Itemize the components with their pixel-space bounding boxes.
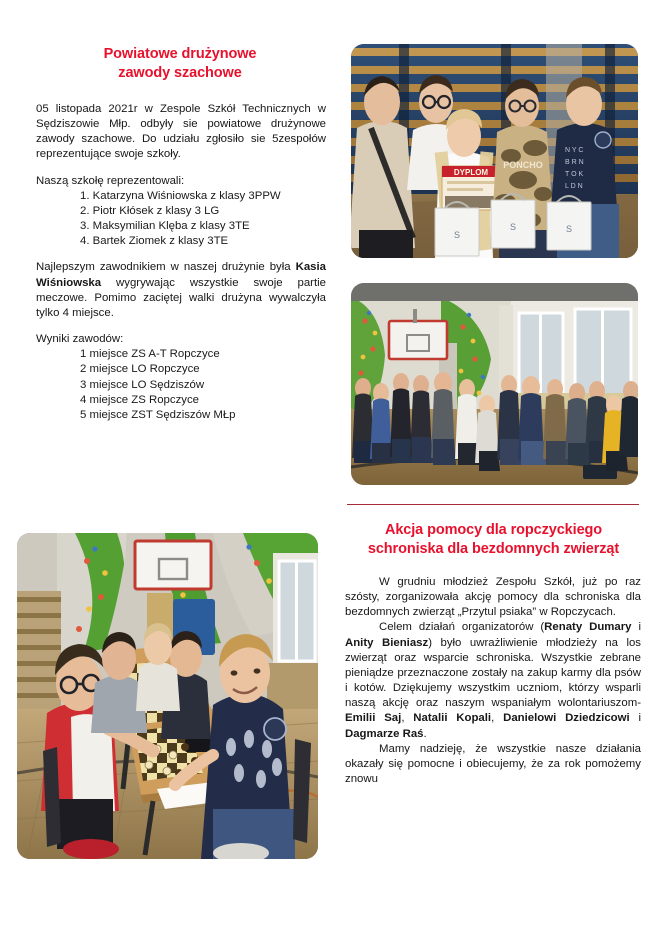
- chess-roster-list: [36, 189, 326, 250]
- chess-results-heading: Wyniki zawodów:: [36, 333, 124, 346]
- shelter-paragraph-1: W grudniu młodzież Zespołu Szkół, już po raz szósty, zorganizowała akcję pomocy dla schroniska dla bezdomnych zwierząt „Przytul psiaka” w Ropczycach.: [345, 576, 641, 619]
- list-item: 2. Piotr Kłósek z klasy 3 LG: [80, 204, 220, 217]
- shelter-p2-seg-g: ,: [401, 712, 414, 725]
- svg-text:L D N: L D N: [565, 183, 583, 190]
- list-item: 3. Maksymilian Klęba z klasy 3TE: [80, 220, 250, 233]
- shelter-p2-seg-a: Celem działań organizatorów (: [379, 621, 545, 634]
- section-divider: [347, 504, 639, 505]
- svg-text:S: S: [453, 230, 461, 240]
- shelter-p2-seg-m: .: [423, 727, 427, 740]
- volunteer-name-4: Dagmarze Raś: [345, 727, 424, 740]
- list-item: 2 miejsce LO Ropczyce: [80, 363, 200, 376]
- chess-results-list: [36, 347, 326, 423]
- svg-text:S: S: [565, 224, 573, 234]
- spacer: [36, 321, 326, 332]
- best-player-name: Kasia Wiśniowska: [36, 261, 326, 289]
- best-player-text-before: Najlepszym zawodnikiem w naszej drużynie była: [36, 261, 296, 274]
- article-chess-title-line-1: Powiatowe drużynowe: [103, 46, 257, 62]
- chess-best-player-paragraph: [36, 260, 326, 321]
- shelter-paragraph-2: [345, 620, 641, 741]
- svg-text:DYPLOM: DYPLOM: [453, 168, 489, 177]
- list-item: 4 miejsce ZS Ropczyce: [80, 393, 200, 406]
- article-shelter-title-line-1: Akcja pomocy dla ropczyckiego: [384, 522, 603, 538]
- volunteer-name-2: Natalii Kopali: [413, 712, 492, 725]
- article-shelter-body: [345, 575, 641, 787]
- article-chess-body: [36, 102, 326, 423]
- shelter-p2-seg-i: ,: [491, 712, 504, 725]
- spacer: [36, 163, 326, 174]
- volunteer-name-3: Danielowi Dziedzicowi: [503, 712, 630, 725]
- article-chess-title-line-2: zawody szachowe: [118, 65, 242, 82]
- photo-group-gym: [351, 283, 638, 485]
- article-shelter-heading: [345, 521, 642, 559]
- shelter-p2-seg-k: i: [629, 712, 641, 725]
- list-item: 4. Bartek Ziomek z klasy 3TE: [80, 235, 229, 248]
- volunteer-name-1: Emilii Saj: [345, 712, 402, 725]
- svg-text:S: S: [509, 222, 517, 232]
- shelter-p2-seg-e: ) było uwrażliwienie młodzieży na los zwierząt oraz wsparcie schroniska. Wszystkie zebrane pieniądze przeznaczone zostały na zakup karmy dla psów i kotów. Dziękujemy wszystkim uczniom, którzy wsparli naszą akcję oraz naszym wspaniałym wolontariuszom-: [345, 636, 642, 710]
- shelter-paragraph-3: Mamy nadzieję, że wszystkie nasze działania okazały się pomocne i obiecujemy, że za rok pomożemy znowu: [345, 742, 641, 786]
- organizer-name-1: Renaty Dumary: [544, 621, 632, 634]
- list-item: 3 miejsce LO Sędziszów: [80, 378, 205, 391]
- svg-text:T O K: T O K: [565, 171, 584, 178]
- photo-chess-match: [17, 533, 318, 859]
- list-item: 1 miejsce ZS A-T Ropczyce: [80, 348, 220, 361]
- shelter-p2-seg-c: i: [631, 621, 641, 634]
- svg-text:N Y C: N Y C: [565, 147, 584, 154]
- list-item: 5 miejsce ZST Sędziszów MŁp: [80, 408, 236, 421]
- list-item: 1. Katarzyna Wiśniowska z klasy 3PPW: [80, 189, 281, 202]
- spacer: [36, 249, 326, 260]
- article-chess-heading: [34, 45, 326, 83]
- svg-text:PONCHO: PONCHO: [503, 160, 543, 170]
- chess-intro-paragraph: 05 listopada 2021r w Zespole Szkół Technicznych w Sędziszowie Młp. odbyły sie powiatowe drużynowe zawody szachowe. Do udziału zgłosiło sie 5zespołów reprezentujące swoje szkoły.: [36, 103, 326, 161]
- article-shelter-title-line-2: schroniska dla bezdomnych zwierząt: [367, 541, 620, 558]
- svg-text:B R N: B R N: [565, 159, 584, 166]
- photo-team-award: [351, 44, 638, 258]
- organizer-name-2: Anity Bieniasz: [345, 636, 429, 649]
- chess-roster-heading: Naszą szkołę reprezentowali:: [36, 174, 185, 187]
- best-player-text-after: wygrywając wszystkie swoje partie meczowe. Pomimo zaciętej walki drużyna wywalczyła tylko 4 miejsce.: [36, 276, 326, 319]
